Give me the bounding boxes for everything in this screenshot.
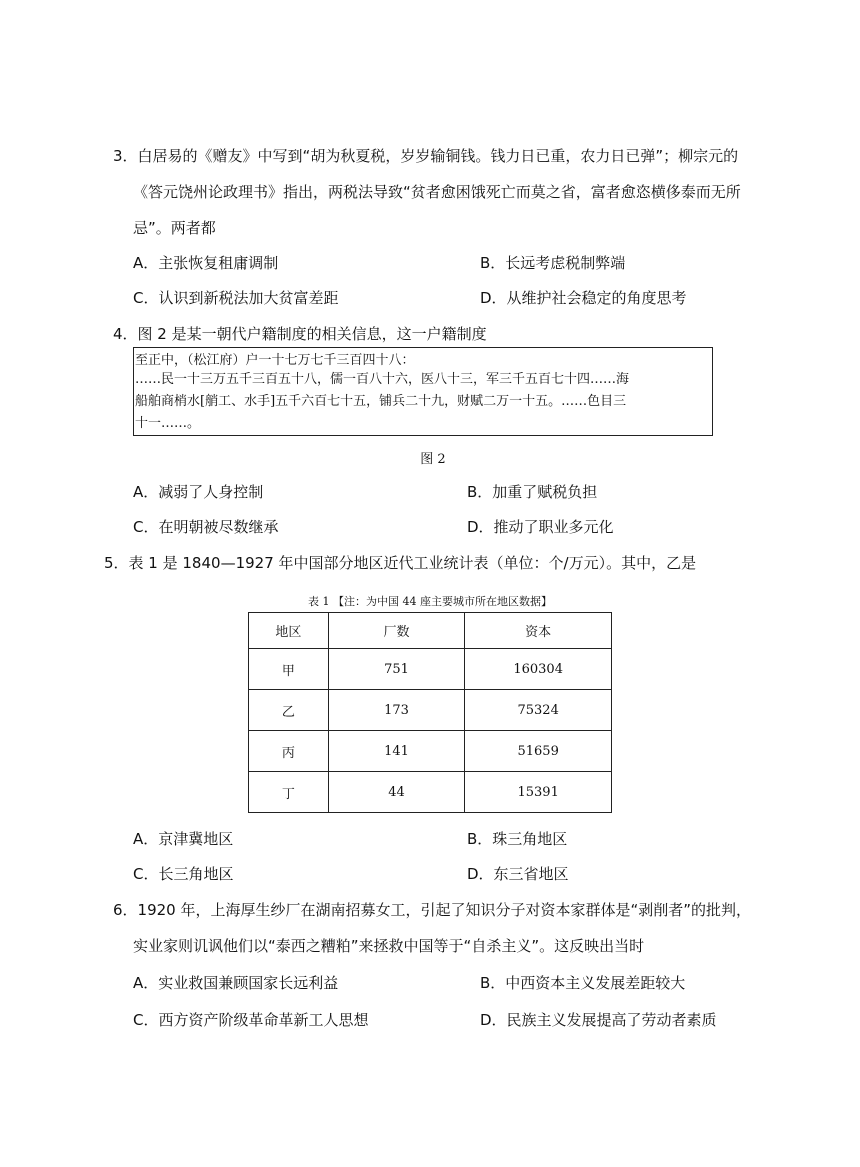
q5-option-d: D．东三省地区 — [467, 865, 569, 883]
table-header-capital: 资本 — [465, 613, 612, 649]
table-cell-factories: 141 — [328, 731, 465, 772]
q4-option-a: A．减弱了人身控制 — [133, 483, 264, 501]
q5-option-b: B．珠三角地区 — [467, 830, 568, 848]
table-row — [249, 772, 612, 813]
q3-option-a: A．主张恢复租庸调制 — [133, 254, 279, 272]
table-cell-region: 丙 — [249, 731, 329, 772]
q6-option-c: C．西方资产阶级革命革新工人思想 — [133, 1011, 369, 1029]
q6-option-b: B．中西资本主义发展差距较大 — [480, 974, 686, 992]
table-header-factories: 厂数 — [328, 613, 465, 649]
table-row — [249, 731, 612, 772]
q6-stem-line1: 6．1920 年，上海厚生纱厂在湖南招募女工，引起了知识分子对资本家群体是“剥削者”的批判， — [113, 901, 752, 919]
table-cell-factories: 44 — [328, 772, 465, 813]
table-header-region: 地区 — [249, 613, 329, 649]
q4-option-c: C．在明朝被尽数继承 — [133, 518, 279, 536]
q4-option-b: B．加重了赋税负担 — [467, 483, 598, 501]
table-cell-region: 丁 — [249, 772, 329, 813]
q5-stem: 5．表 1 是 1840—1927 年中国部分地区近代工业统计表（单位：个/万元）。其中，乙是 — [104, 554, 697, 572]
table-cell-capital: 51659 — [465, 731, 612, 772]
figure-2-caption: 图 2 — [420, 452, 446, 467]
table-cell-capital: 75324 — [465, 690, 612, 731]
table-cell-region: 甲 — [249, 649, 329, 690]
table-1 — [248, 612, 612, 813]
table-cell-capital: 160304 — [465, 649, 612, 690]
q3-option-c: C．认识到新税法加大贫富差距 — [133, 289, 339, 307]
q5-option-a: A．京津冀地区 — [133, 830, 234, 848]
table-1-caption: 表 1 【注：为中国 44 座主要城市所在地区数据】 — [308, 595, 552, 608]
table-row — [249, 649, 612, 690]
table-cell-capital: 15391 — [465, 772, 612, 813]
q6-option-d: D．民族主义发展提高了劳动者素质 — [480, 1011, 717, 1029]
figure-2-line4: 十一……。 — [135, 416, 201, 431]
table-row — [249, 690, 612, 731]
figure-2-line3: 船舶商梢水[艄工、水手]五千六百七十五，铺兵二十九，财赋二万一十五。……色目三 — [135, 394, 627, 409]
table-cell-factories: 173 — [328, 690, 465, 731]
table-cell-region: 乙 — [249, 690, 329, 731]
q3-stem-line3: 忌”。两者都 — [133, 219, 216, 237]
q4-option-d: D．推动了职业多元化 — [467, 518, 614, 536]
q3-option-d: D．从维护社会稳定的角度思考 — [480, 289, 687, 307]
q3-stem-line1: 3．白居易的《赠友》中写到“胡为秋夏税，岁岁输铜钱。钱力日已重，农力日已弹”；柳宗元的 — [113, 147, 739, 165]
q6-option-a: A．实业救国兼顾国家长远利益 — [133, 974, 339, 992]
table-cell-factories: 751 — [328, 649, 465, 690]
q3-option-b: B．长远考虑税制弊端 — [480, 254, 626, 272]
figure-2-line1: 至正中，（松江府）户一十七万七千三百四十八： — [135, 353, 415, 368]
q6-stem-line2: 实业家则讥讽他们以“泰西之糟粕”来拯救中国等于“自杀主义”。这反映出当时 — [133, 937, 645, 955]
q4-stem: 4．图 2 是某一朝代户籍制度的相关信息，这一户籍制度 — [113, 325, 487, 343]
q5-option-c: C．长三角地区 — [133, 865, 234, 883]
table-header-row — [249, 613, 612, 649]
figure-2-line2: ……民一十三万五千三百五十八，儒一百八十六，医八十三，军三千五百七十四……海 — [135, 372, 630, 387]
q3-stem-line2: 《答元饶州论政理书》指出，两税法导致“贫者愈困饿死亡而莫之省，富者愈恣横侈泰而无所 — [133, 183, 741, 201]
